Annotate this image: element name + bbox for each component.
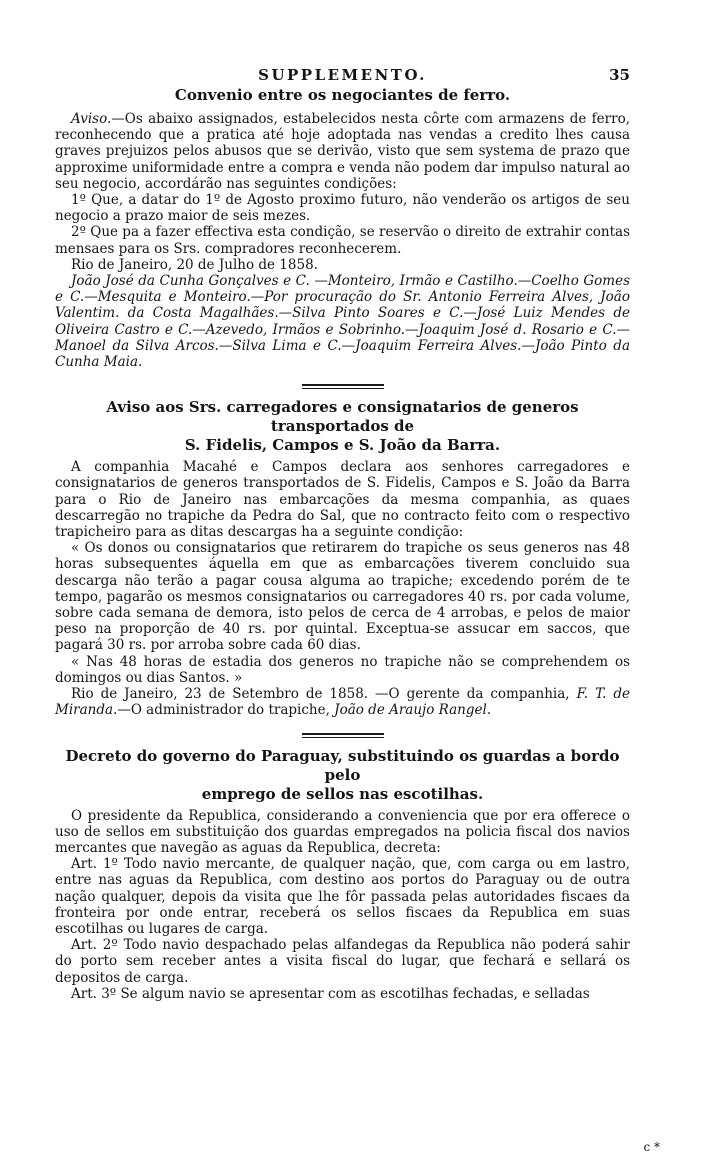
section-divider xyxy=(302,733,384,735)
paragraph-text: —Os abaixo assignados, estabelecidos nesta côrte com armazens de ferro, reconhecendo que a pratica até hoje adoptada nas vendas a credito lhes causa graves prejuizos pelos abusos que se derivão, visto que sem systema de prazo que approxime uniformidade entre a compra e venda não podem dar impulso natural ao seu negocio, accordárão nas seguintes condições: xyxy=(55,111,630,192)
section-decreto-paraguay xyxy=(55,747,630,1002)
signatories: João José da Cunha Gonçalves e C. —Monteiro, Irmão e Castilho.—Coelho Gomes e C.—Mesquita e Monteiro.—Por procuração do Sr. Antonio Ferreira Alves, João Valentim. da Costa Magalhães.—Silva Pinto Soares e C.—José Luiz Mendes de Oliveira Castro e C.—Azevedo, Irmãos e Sobrinho.—Joaquim José d. Rosario e C.—Manoel da Silva Arcos.—Silva Lima e C.—Joaquim Ferreira Alves.—João Pinto da Cunha Maia. xyxy=(55,273,630,371)
section-title: Convenio entre os negociantes de ferro. xyxy=(174,86,511,104)
page-header xyxy=(55,62,630,86)
paragraph: 1º Que, a datar do 1º de Agosto proximo futuro, não venderão os artigos de seu negocio a prazo maior de seis mezes. xyxy=(55,192,630,225)
closing-name: João de Araujo Rangel. xyxy=(334,702,492,719)
paragraph: 2º Que pa a fazer effectiva esta condição, se reservão o direito de extrahir contas mensaes para os Srs. compradores reconhecerem. xyxy=(55,224,630,257)
aviso-label: Aviso. xyxy=(71,111,112,127)
date-line: Rio de Janeiro, 20 de Julho de 1858. xyxy=(71,256,318,273)
section-title xyxy=(55,747,630,804)
section-convenio xyxy=(55,86,630,370)
paragraph: Art. 3º Se algum navio se apresentar com as escotilhas fechadas, e selladas xyxy=(71,985,590,1002)
signature-mark: c * xyxy=(643,1140,660,1154)
closing-name: F. T. de Miranda. xyxy=(55,686,630,719)
document-page xyxy=(55,62,630,1002)
section-aviso-carregadores xyxy=(55,398,630,718)
paragraph xyxy=(55,111,630,192)
paragraph: O presidente da Republica, considerando a conveniencia que por era offerece o uso de sellos em substituição dos guardas empregados na policia fiscal dos navios mercantes que navegão as aguas da Republica, decreta: xyxy=(55,807,630,856)
paragraph: A companhia Macahé e Campos declara aos senhores carregadores e consignatarios de generos transportados de S. Fidelis, Campos e S. João da Barra para o Rio de Janeiro nas embarcações da mesma companhia, as quaes descarregão no trapiche da Pedra do Sal, que no contracto feito com o respectivo trapicheiro para as ditas descargas ha a seguinte condição: xyxy=(55,459,630,541)
section-divider xyxy=(302,384,384,386)
paragraph: « Nas 48 horas de estadia dos generos no trapiche não se comprehendem os domingos ou dias Santos. » xyxy=(55,653,630,686)
paragraph: Art. 1º Todo navio mercante, de qualquer nação, que, com carga ou em lastro, entre nas aguas da Republica, com destino aos portos do Paraguay ou de outra nação qualquer, depois da visita que lhe fôr passada pelas autoridades fiscaes da fronteira por onde entrar, receberá os sellos fiscaes da Republica em suas escotilhas ou lugares de carga. xyxy=(55,856,630,937)
closing-text: —O administrador do trapiche, xyxy=(117,702,330,719)
closing-line xyxy=(55,686,630,718)
closing-text: Rio de Janeiro, 23 de Setembro de 1858. —O gerente da companhia, xyxy=(71,686,570,703)
section-title-line: Decreto do governo do Paraguay, substituindo os guardas a bordo pelo xyxy=(65,746,620,784)
section-title xyxy=(55,398,630,455)
paragraph: « Os donos ou consignatarios que retirarem do trapiche os seus generos nas 48 horas subsequentes áquella em que as embarcações tiverem concluido sua descarga não terão a pagar cousa alguma ao trapiche; excedendo porém de te tempo, pagarão os mesmos consignatarios ou carregadores 40 rs. por cada volume, sobre cada semana de demora, isto pelos de cerca de 4 arrobas, e pelos de maior peso na proporção de 40 rs. por quintal. Exceptua-se assucar em saccos, que pagará 30 rs. por arroba sobre cada 60 dias. xyxy=(55,540,630,654)
paragraph: Art. 2º Todo navio despachado pelas alfandegas da Republica não poderá sahir do porto sem receber antes a visita fiscal do lugar, que fechará e sellará os depositos de carga. xyxy=(55,937,630,986)
section-title-line: Aviso aos Srs. carregadores e consignatarios de generos transportados de xyxy=(106,398,579,436)
running-title: SUPPLEMENTO. xyxy=(258,66,427,84)
section-title-line: S. Fidelis, Campos e S. João da Barra. xyxy=(184,436,501,455)
section-title-line: emprego de sellos nas escotilhas. xyxy=(201,784,484,803)
page-number: 35 xyxy=(609,66,630,84)
